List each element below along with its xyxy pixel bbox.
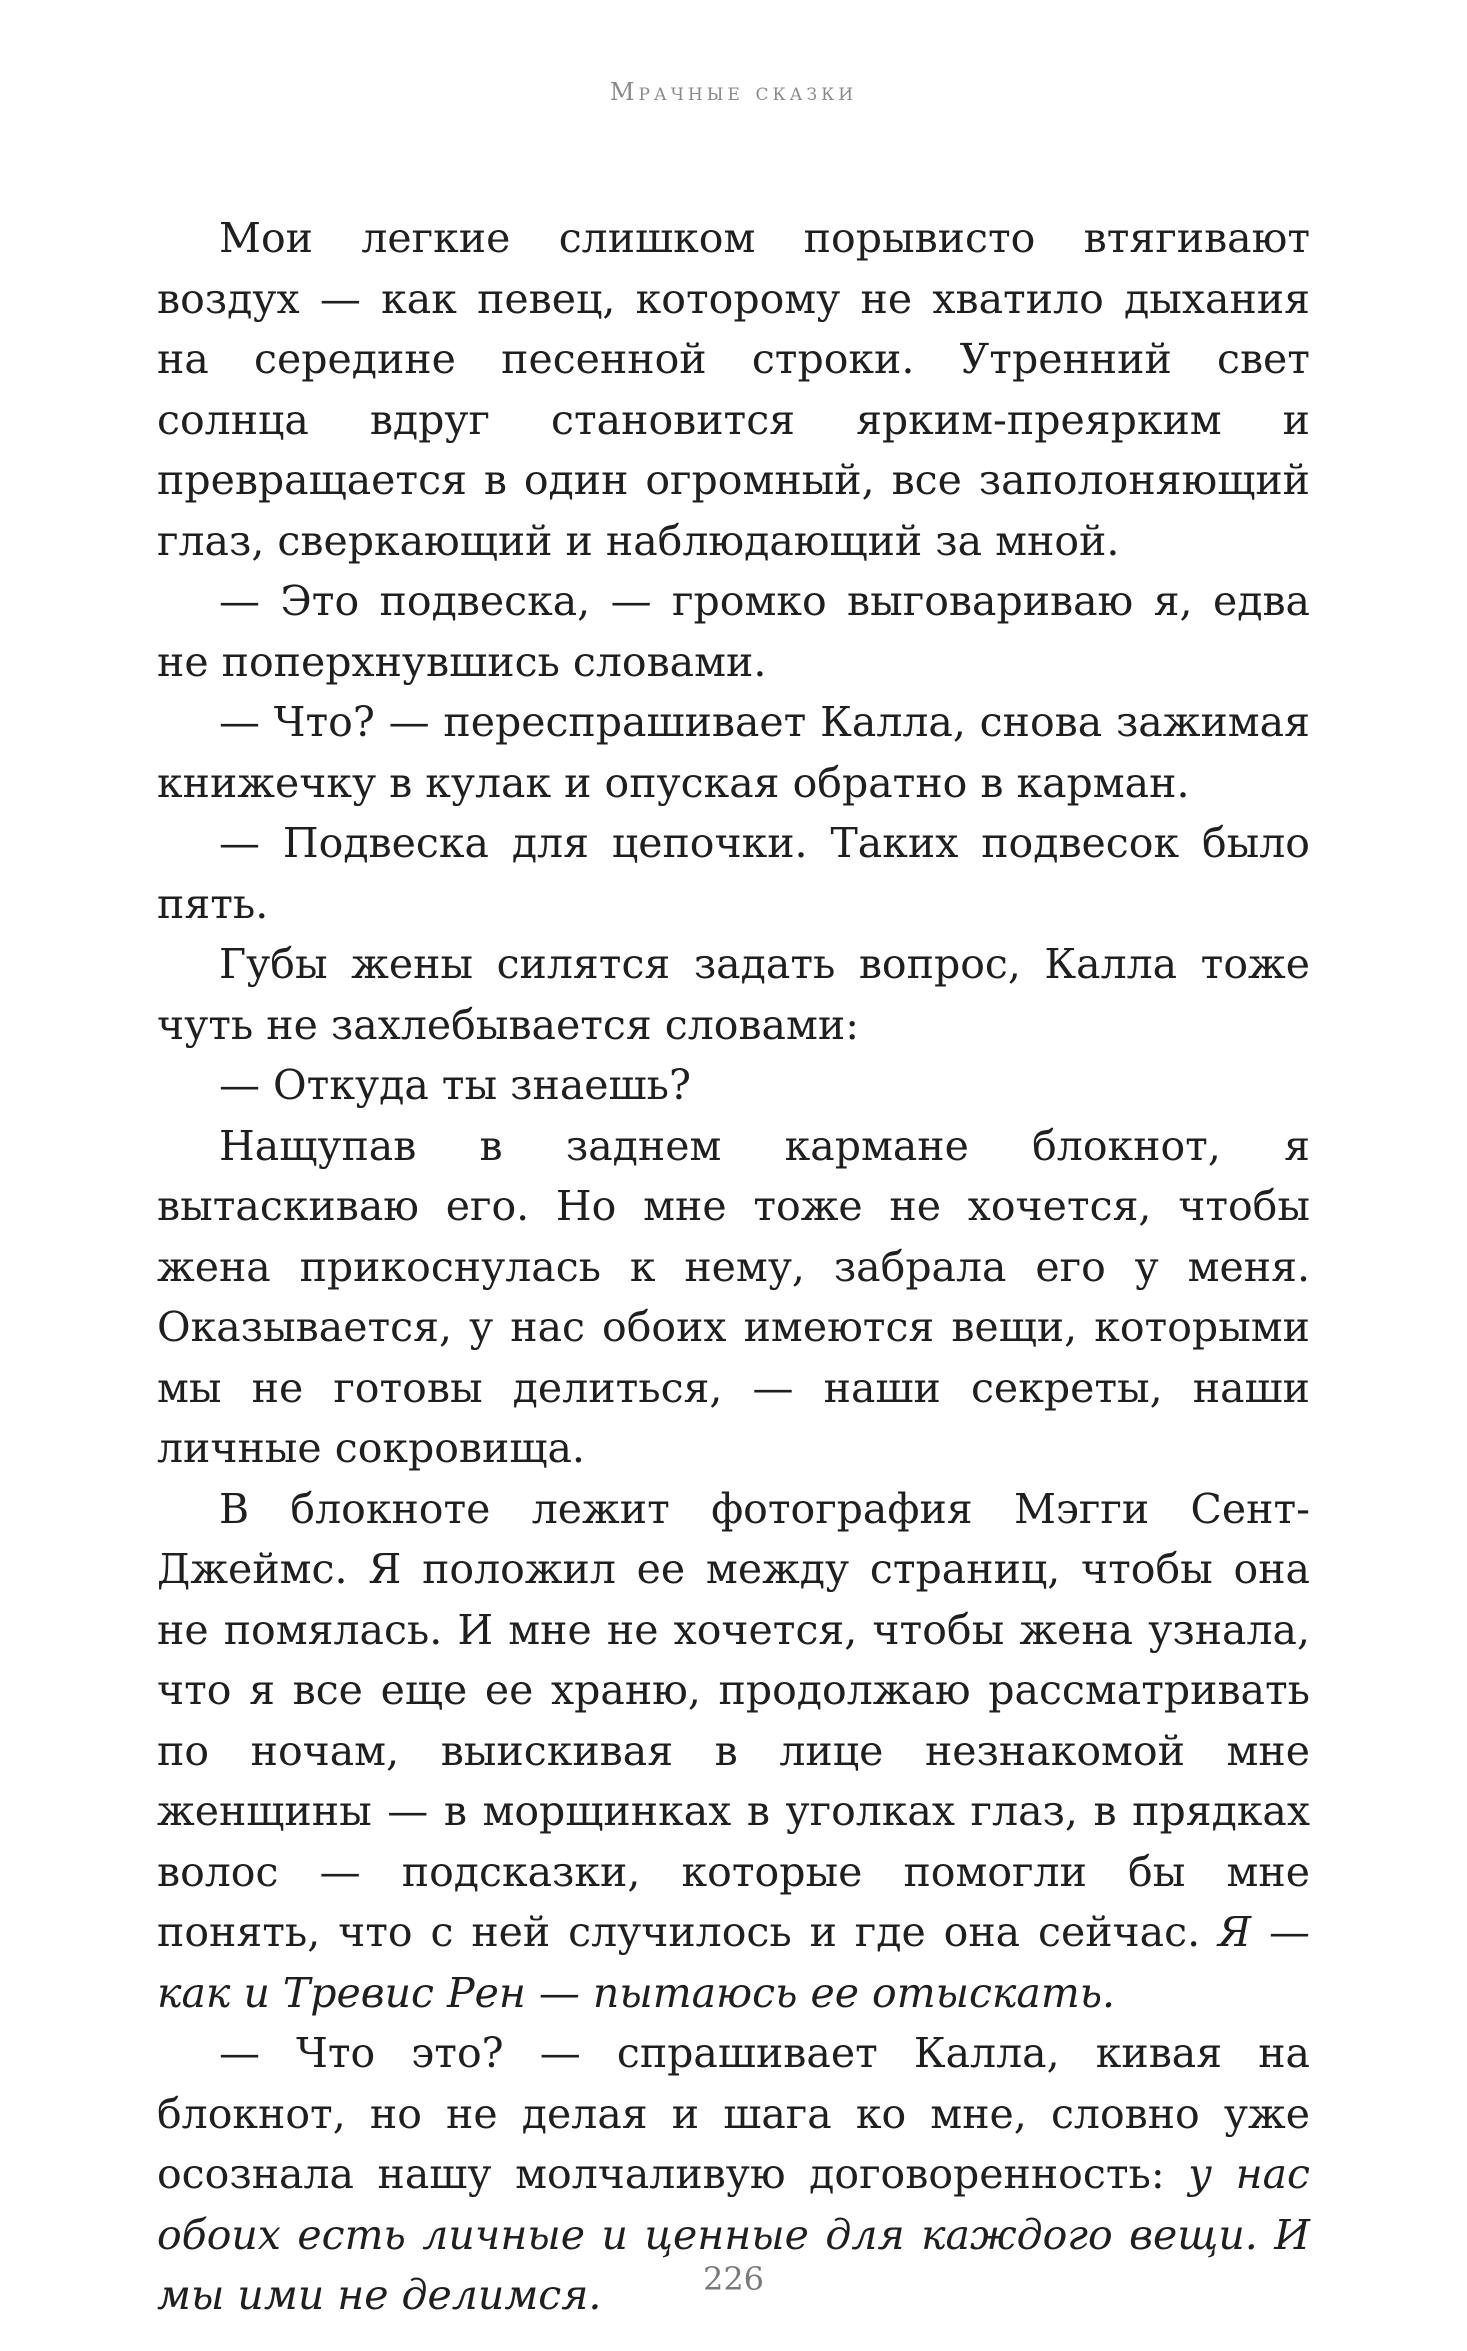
running-head: Мрачные сказки <box>609 78 858 106</box>
paragraph-text: — Это подвеска, — громко выговариваю я, едва не поперхнувшись словами. <box>157 577 1310 686</box>
paragraph-text: Нащупав в заднем кармане блокнот, я вытаскиваю его. Но мне тоже не хочется, чтобы жена прикоснулась к нему, забрала его у меня. Оказывается, у нас обоих имеются вещи, которыми мы не готовы делиться, — наши секреты, наши личные сокровища. <box>157 1121 1310 1472</box>
paragraph-text: — Подвеска для цепочки. Таких подвесок было пять. <box>157 819 1310 928</box>
paragraph-5 <box>157 934 1310 1055</box>
page-number: 226 <box>702 2260 765 2298</box>
paragraph-7 <box>157 1116 1310 1479</box>
paragraph-text: — Откуда ты знаешь? <box>219 1061 691 1109</box>
paragraph-italic-text: Я — как и Тревис Рен — пытаюсь ее отыскать. <box>157 1908 1310 2017</box>
text-block <box>157 208 1310 2326</box>
paragraph-text: — Что это? — спрашивает Калла, кивая на блокнот, но не делая и шага ко мне, словно уже осознала нашу молчаливую договоренность: <box>157 2029 1310 2198</box>
paragraph-italic-text: у нас обоих есть личные и ценные для каждого вещи. И мы ими не делимся. <box>157 2150 1310 2319</box>
paragraph-3 <box>157 692 1310 813</box>
paragraph-8 <box>157 1479 1310 2024</box>
paragraph-1 <box>157 208 1310 571</box>
paragraph-text: Мои легкие слишком порывисто втягивают воздух — как певец, которому не хватило дыхания на середине песенной строки. Утренний свет солнца вдруг становится ярким-преярким и превращается в один огромный, все заполоняющий глаз, сверкающий и наблюдающий за мной. <box>157 214 1310 565</box>
paragraph-text: Губы жены силятся задать вопрос, Калла тоже чуть не захлебывается словами: <box>157 940 1310 1049</box>
paragraph-2 <box>157 571 1310 692</box>
paragraph-text: — Что? — переспрашивает Калла, снова зажимая книжечку в кулак и опуская обратно в карман. <box>157 698 1310 807</box>
paragraph-4 <box>157 813 1310 934</box>
paragraph-6 <box>157 1055 1310 1116</box>
paragraph-text: В блокноте лежит фотография Мэгги Сент-Джеймс. Я положил ее между страниц, чтобы она не помялась. И мне не хочется, чтобы жена узнала, что я все еще ее храню, продолжаю рассматривать по ночам, выискивая в лице незнакомой мне женщины — в морщинках в уголках глаз, в прядках волос — подсказки, которые помогли бы мне понять, что с ней случилось и где она сейчас. <box>157 1484 1310 1956</box>
